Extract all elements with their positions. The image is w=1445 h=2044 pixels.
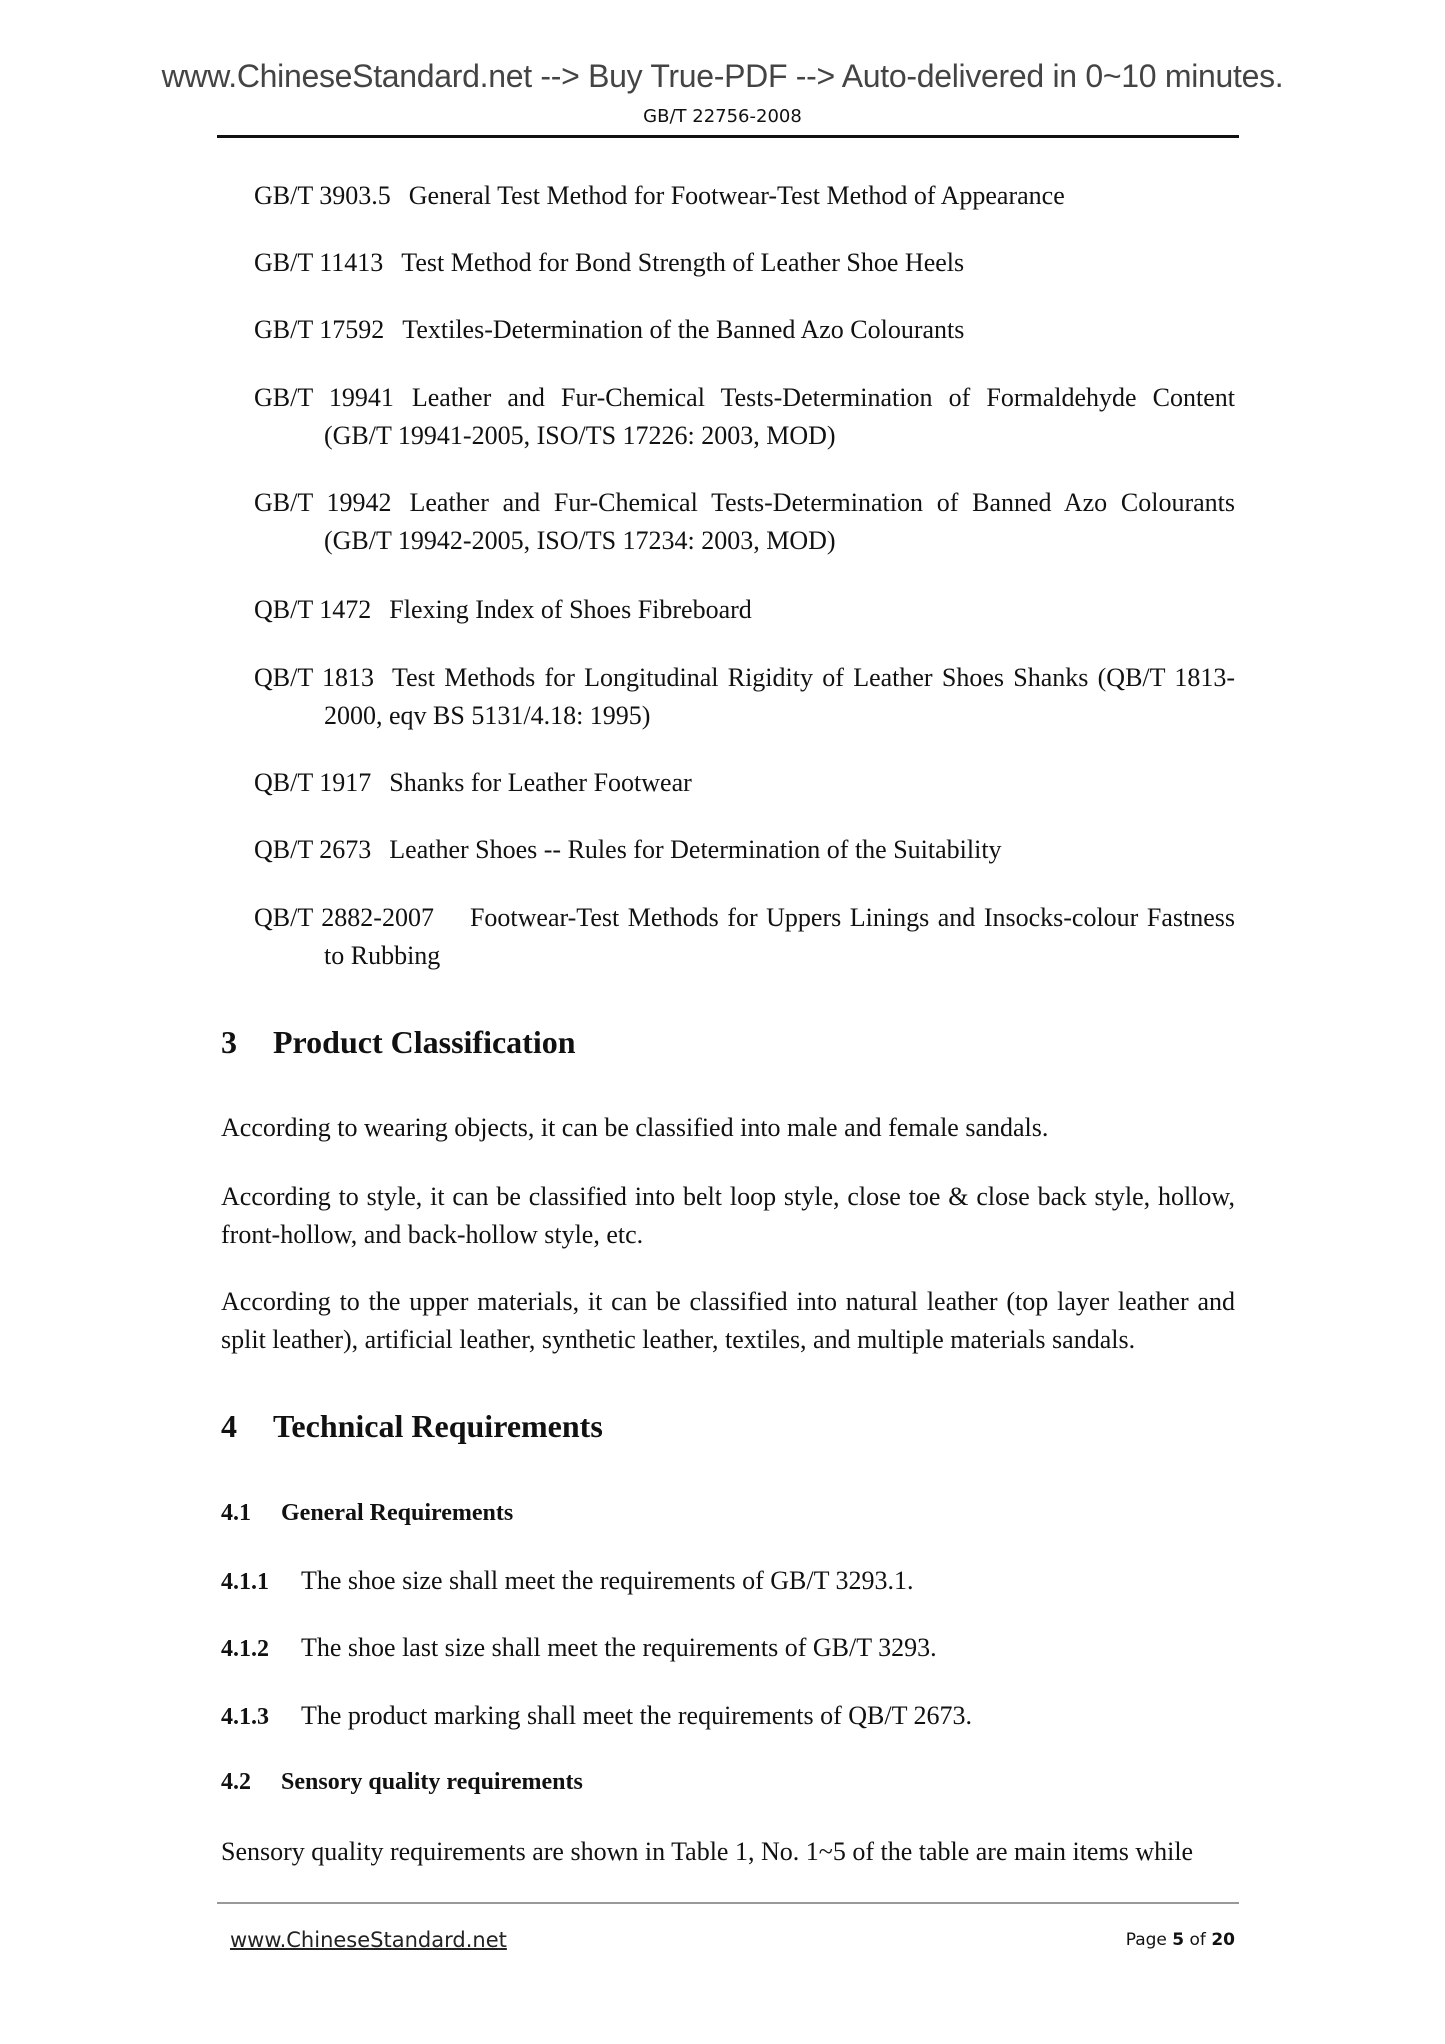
standard-number: GB/T 22756-2008 [643,106,802,127]
clause: 4.1.1 The shoe size shall meet the requirements of GB/T 3293.1. [221,1566,914,1595]
reference-item: QB/T 1813 Test Methods for Longitudinal Rigidity of Leather Shoes Shanks (QB/T 1813-2000, eqv BS 5131/4.18: 1995) [254,663,1235,730]
reference-item: QB/T 1917 Shanks for Leather Footwear [254,768,692,797]
reference-item: GB/T 17592 Textiles-Determination of the Banned Azo Colourants [254,315,965,344]
footer-divider [217,1902,1239,1904]
footer-website-link[interactable]: www.ChineseStandard.net [230,1928,507,1952]
reference-item: GB/T 3903.5 General Test Method for Footwear-Test Method of Appearance [254,181,1065,210]
promo-banner[interactable]: www.ChineseStandard.net --> Buy True-PDF --> Auto-delivered in 0~10 minutes. [161,58,1284,94]
section-4-2-heading: 4.2 Sensory quality requirements [221,1769,583,1795]
paragraph: Sensory quality requirements are shown in Table 1, No. 1~5 of the table are main items while [221,1837,1194,1866]
paragraph: According to the upper materials, it can be classified into natural leather (top layer leather and split leather), artificial leather, synthetic leather, textiles, and multiple materials sandals. [221,1287,1235,1354]
page-indicator: Page 5 of 20 [1125,1930,1235,1950]
section-3-heading: 3 Product Classification [221,1024,576,1060]
reference-item: QB/T 2882-2007 Footwear-Test Methods for Uppers Linings and Insocks-colour Fastness to Rubbing [254,903,1235,970]
clause: 4.1.2 The shoe last size shall meet the requirements of GB/T 3293. [221,1633,937,1662]
header-divider [217,135,1239,138]
paragraph: According to style, it can be classified into belt loop style, close toe & close back style, hollow, front-hollow, and back-hollow style, etc. [221,1182,1235,1249]
reference-item: GB/T 11413 Test Method for Bond Strength of Leather Shoe Heels [254,248,965,277]
paragraph: According to wearing objects, it can be classified into male and female sandals. [221,1113,1049,1142]
clause: 4.1.3 The product marking shall meet the requirements of QB/T 2673. [221,1701,973,1730]
reference-item: GB/T 19941 Leather and Fur-Chemical Tests-Determination of Formaldehyde Content (GB/T 19941-2005, ISO/TS 17226: 2003, MOD) [254,383,1235,450]
reference-item: QB/T 2673 Leather Shoes -- Rules for Determination of the Suitability [254,835,1002,864]
reference-item: QB/T 1472 Flexing Index of Shoes Fibreboard [254,595,752,624]
section-4-heading: 4 Technical Requirements [221,1408,603,1444]
section-4-1-heading: 4.1 General Requirements [221,1500,514,1526]
reference-item: GB/T 19942 Leather and Fur-Chemical Tests-Determination of Banned Azo Colourants (GB/T 19942-2005, ISO/TS 17234: 2003, MOD) [254,488,1235,555]
